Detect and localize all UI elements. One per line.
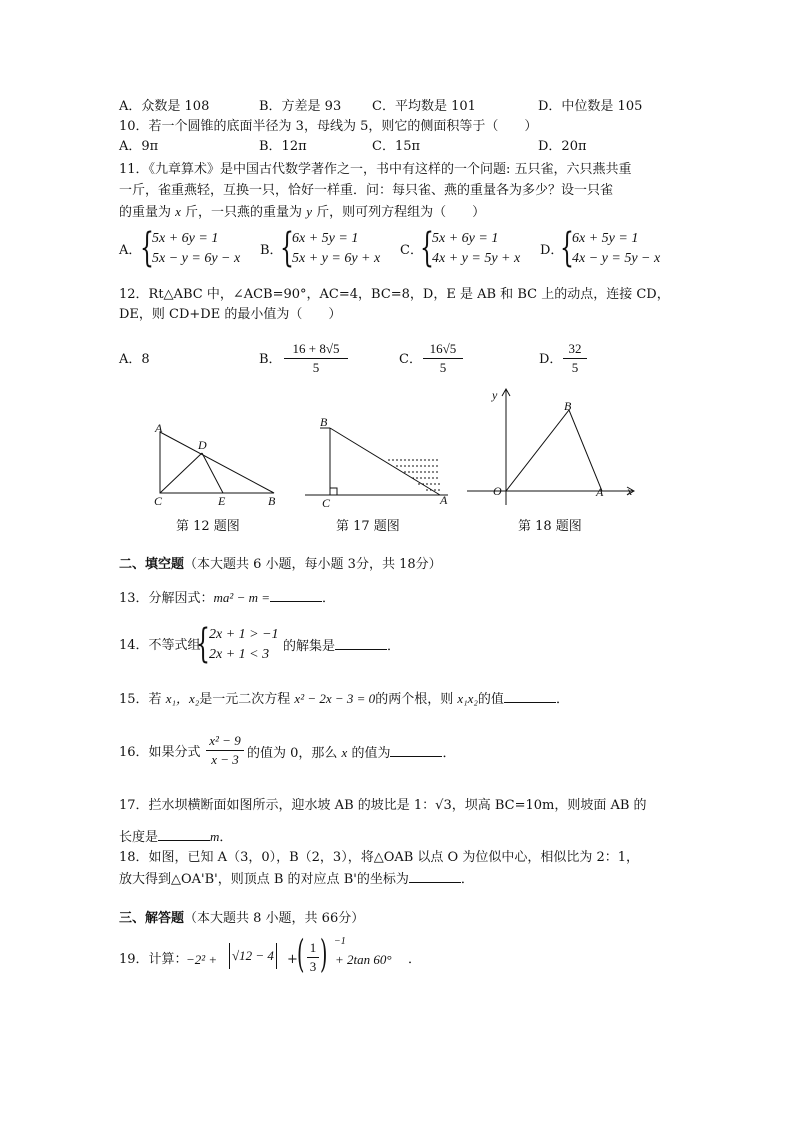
figure-17 <box>300 410 455 515</box>
q11-option-d-label: D． <box>540 243 564 258</box>
q12-option-c-label: C． <box>399 352 422 367</box>
q11-b-brace: { <box>280 225 294 271</box>
q12-option-d-fraction: $\frac{32}{5}$ <box>563 340 587 377</box>
q11-option-c-label: C． <box>400 243 423 258</box>
q17-line2: 长度是 m． <box>119 829 233 845</box>
q14-system: 2x + 1 > −1 2x + 1 < 3 <box>209 627 279 662</box>
q9-option-a: A．众数是 108 <box>119 99 210 114</box>
section-3-heading: 三、解答题（本大题共 8 小题，共 66分） <box>119 911 365 926</box>
q11-d-brace: { <box>560 225 574 271</box>
q15: 15．若 x₁，x₂是一元二次方程 x² − 2x − 3 = 0的两个根，则 x₁x₂的值 ． <box>119 691 569 707</box>
q18-line2: 放大得到△OA'B'，则顶点 B 的对应点 B'的坐标为 ． <box>119 872 474 887</box>
q19-right-paren: ) <box>320 932 328 976</box>
q14-brace: { <box>196 621 210 667</box>
q19-fraction: $\frac{1}{3}$ <box>307 939 319 976</box>
fig12-label-c: C <box>154 494 163 508</box>
q12-line1: 12．Rt△ABC 中，∠ACB=90°，AC=4，BC=8，D，E 是 AB 和 BC 上的动点，连接 CD， <box>119 287 670 302</box>
fig12-label-b: B <box>268 494 276 508</box>
q19-term2: + 2tan 60° <box>335 952 392 967</box>
q19-abs: √12 − 4 <box>229 943 277 969</box>
q18-line1: 18．如图，已知 A（3，0），B（2，3），将△OAB 以点 O 为位似中心，相似比为 2：1， <box>119 850 640 865</box>
q19-end: ． <box>408 952 422 967</box>
q11-line1: 11．《九章算术》是中国古代数学著作之一，书中有这样的一个问题: 五只雀，六只燕共重 <box>119 162 632 177</box>
q11-c-brace: { <box>420 225 434 271</box>
fig17-label-b: B <box>320 415 328 429</box>
q19-term1: −2² + <box>186 952 218 967</box>
fig18-label-a: A <box>596 485 604 499</box>
section-2-heading: 二、填空题（本大题共 6 小题，每小题 3分，共 18分） <box>119 557 442 572</box>
q16-suffix: 的值为 0，那么 x 的值为 ． <box>247 745 456 761</box>
fig18-label-b: B <box>564 399 572 413</box>
q12-option-d-label: D． <box>539 352 563 367</box>
fig18-caption: 第 18 题图 <box>518 519 582 534</box>
q11-option-b-label: B． <box>260 243 283 258</box>
fig17-label-c: C <box>322 496 331 510</box>
fig12-label-a: A <box>155 421 163 435</box>
q12-option-c-fraction: $\frac{16√5}{5}$ <box>423 340 463 377</box>
q12-option-a: A．8 <box>119 352 150 367</box>
fig12-label-d: D <box>198 438 207 452</box>
figure-18 <box>462 385 642 510</box>
q9-option-b: B．方差是 93 <box>259 99 342 114</box>
fig18-label-y: y <box>492 388 498 402</box>
fig17-label-a: A <box>440 493 448 507</box>
q13: 13．分解因式：ma² − m = ． <box>119 590 336 606</box>
fig12-label-e: E <box>218 494 226 508</box>
q11-line3: 的重量为 x 斤，一只燕的重量为 y 斤，则可列方程组为（ ） <box>119 204 486 220</box>
q12-line2: DE，则 CD+DE 的最小值为（ ） <box>119 307 342 322</box>
q9-option-c: C．平均数是 101 <box>372 99 476 114</box>
q14-suffix: 的解集是 ． <box>283 639 401 654</box>
q19-exponent: −1 <box>334 936 346 947</box>
q10-option-c: C．15π <box>372 139 421 154</box>
q16-prefix: 16．如果分式 <box>119 745 201 760</box>
q11-option-a-label: A． <box>119 243 142 258</box>
fig18-label-x: x <box>627 484 633 498</box>
fig12-caption: 第 12 题图 <box>176 519 240 534</box>
q11-option-a-system: 5x + 6y = 1 5x − y = 6y − x <box>152 231 241 266</box>
q17-line1: 17．拦水坝横断面如图所示，迎水坡 AB 的坡比是 1：√3，坝高 BC=10m，则坡面 AB 的 <box>119 798 647 813</box>
figure-12 <box>150 420 285 515</box>
q11-a-brace: { <box>140 225 154 271</box>
q11-option-b-system: 6x + 5y = 1 5x + y = 6y + x <box>292 231 381 266</box>
q19-plus: + <box>287 952 298 967</box>
q10-stem: 10．若一个圆锥的底面半径为 3，母线为 5，则它的侧面积等于（ ） <box>119 119 538 134</box>
q16-fraction: $\frac{\text{x² − 9}}{x - 3}$ <box>206 732 244 769</box>
q10-option-d: D．20π <box>538 139 587 154</box>
fig18-label-o: O <box>493 484 502 498</box>
q19-prefix: 19．计算： <box>119 952 188 967</box>
fig17-caption: 第 17 题图 <box>336 519 400 534</box>
q10-option-a: A．9π <box>119 139 159 154</box>
q12-option-b-label: B． <box>259 352 282 367</box>
q9-option-d: D．中位数是 105 <box>538 99 643 114</box>
q12-option-b-fraction: $\frac{16 + 8√5}{5}$ <box>284 340 348 377</box>
q11-option-d-system: 6x + 5y = 1 4x − y = 5y − x <box>572 231 661 266</box>
q14-prefix: 14．不等式组 <box>119 638 201 653</box>
q19-left-paren: ( <box>297 932 305 976</box>
q11-option-c-system: 5x + 6y = 1 4x + y = 5y + x <box>432 231 521 266</box>
q11-line2: 一斤，雀重燕轻，互换一只，恰好一样重．问：每只雀、燕的重量各为多少？设一只雀 <box>119 183 614 198</box>
q10-option-b: B．12π <box>259 139 307 154</box>
